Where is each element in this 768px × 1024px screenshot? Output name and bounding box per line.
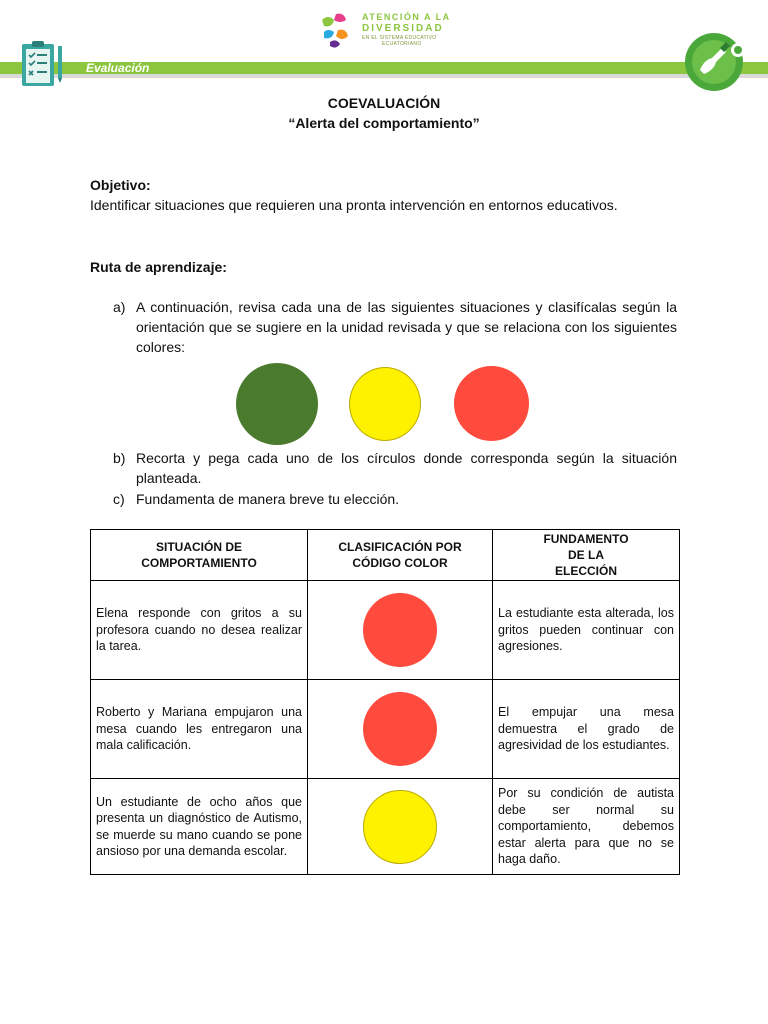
situation-cell: Un estudiante de ocho años que presenta un diagnóstico de Autismo, se muerde su mano cuando se pone ansioso por una demanda escolar. bbox=[91, 779, 308, 875]
header-justification: FUNDAMENTO DE LA ELECCIÓN bbox=[493, 530, 680, 581]
header-situation: SITUACIÓN DE COMPORTAMIENTO bbox=[91, 530, 308, 581]
classification-table bbox=[90, 529, 680, 875]
color-cell bbox=[308, 581, 493, 680]
objective-heading: Objetivo: bbox=[90, 177, 151, 193]
step-marker-b: b) bbox=[113, 450, 126, 466]
step-text-b: Recorta y pega cada uno de los círculos donde corresponda según la situación planteada. bbox=[136, 450, 677, 486]
table-row bbox=[91, 581, 680, 680]
page-title: COEVALUACIÓN bbox=[327, 95, 441, 111]
step-marker-c: c) bbox=[113, 491, 125, 507]
table-row bbox=[91, 779, 680, 875]
justification-cell: La estudiante esta alterada, los gritos pueden continuar con agresiones. bbox=[493, 581, 680, 680]
situation-cell: Roberto y Mariana empujaron una mesa cuando les entregaron una mala calificación. bbox=[91, 680, 308, 779]
yellow-circle bbox=[349, 367, 421, 441]
logo-line-1: ATENCIÓN A LA bbox=[362, 12, 451, 22]
step-text-a: A continuación, revisa cada una de las siguientes situaciones y clasifícalas según la orientación que se sugiere en la unidad revisada y que se relaciona con los siguientes colores: bbox=[136, 299, 677, 355]
table-header-row bbox=[91, 530, 680, 581]
logo-wordmark bbox=[362, 12, 451, 47]
justification-cell: Por su condición de autista debe ser normal su comportamiento, debemos estar alerta para que no se haga daño. bbox=[493, 779, 680, 875]
color-cell bbox=[308, 680, 493, 779]
red-circle bbox=[454, 366, 529, 441]
logo-line-3: EN EL SISTEMA EDUCATIVO bbox=[362, 35, 437, 41]
logo-line-4: ECUATORIANO bbox=[382, 41, 422, 47]
section-label: Evaluación bbox=[86, 61, 150, 75]
hand-pencil-badge-icon bbox=[684, 30, 748, 94]
objective-text: Identificar situaciones que requieren una pronta intervención en entornos educativos. bbox=[90, 197, 618, 213]
red-circle bbox=[363, 593, 437, 667]
clipboard-checklist-icon bbox=[20, 40, 66, 88]
logo-line-2: DIVERSIDAD bbox=[362, 23, 444, 34]
green-circle bbox=[236, 363, 318, 445]
situation-cell: Elena responde con gritos a su profesora cuando no desea realizar la tarea. bbox=[91, 581, 308, 680]
red-circle bbox=[363, 692, 437, 766]
yellow-circle bbox=[363, 790, 437, 864]
step-marker-a: a) bbox=[113, 299, 126, 315]
color-cell bbox=[308, 779, 493, 875]
table-row bbox=[91, 680, 680, 779]
step-text-c: Fundamenta de manera breve tu elección. bbox=[136, 491, 400, 507]
justification-cell: El empujar una mesa demuestra el grado de agresividad de los estudiantes. bbox=[493, 680, 680, 779]
header-classification: CLASIFICACIÓN POR CÓDIGO COLOR bbox=[308, 530, 493, 581]
page-header bbox=[0, 0, 768, 100]
page-subtitle: “Alerta del comportamiento” bbox=[288, 115, 480, 131]
route-heading: Ruta de aprendizaje: bbox=[90, 259, 227, 275]
